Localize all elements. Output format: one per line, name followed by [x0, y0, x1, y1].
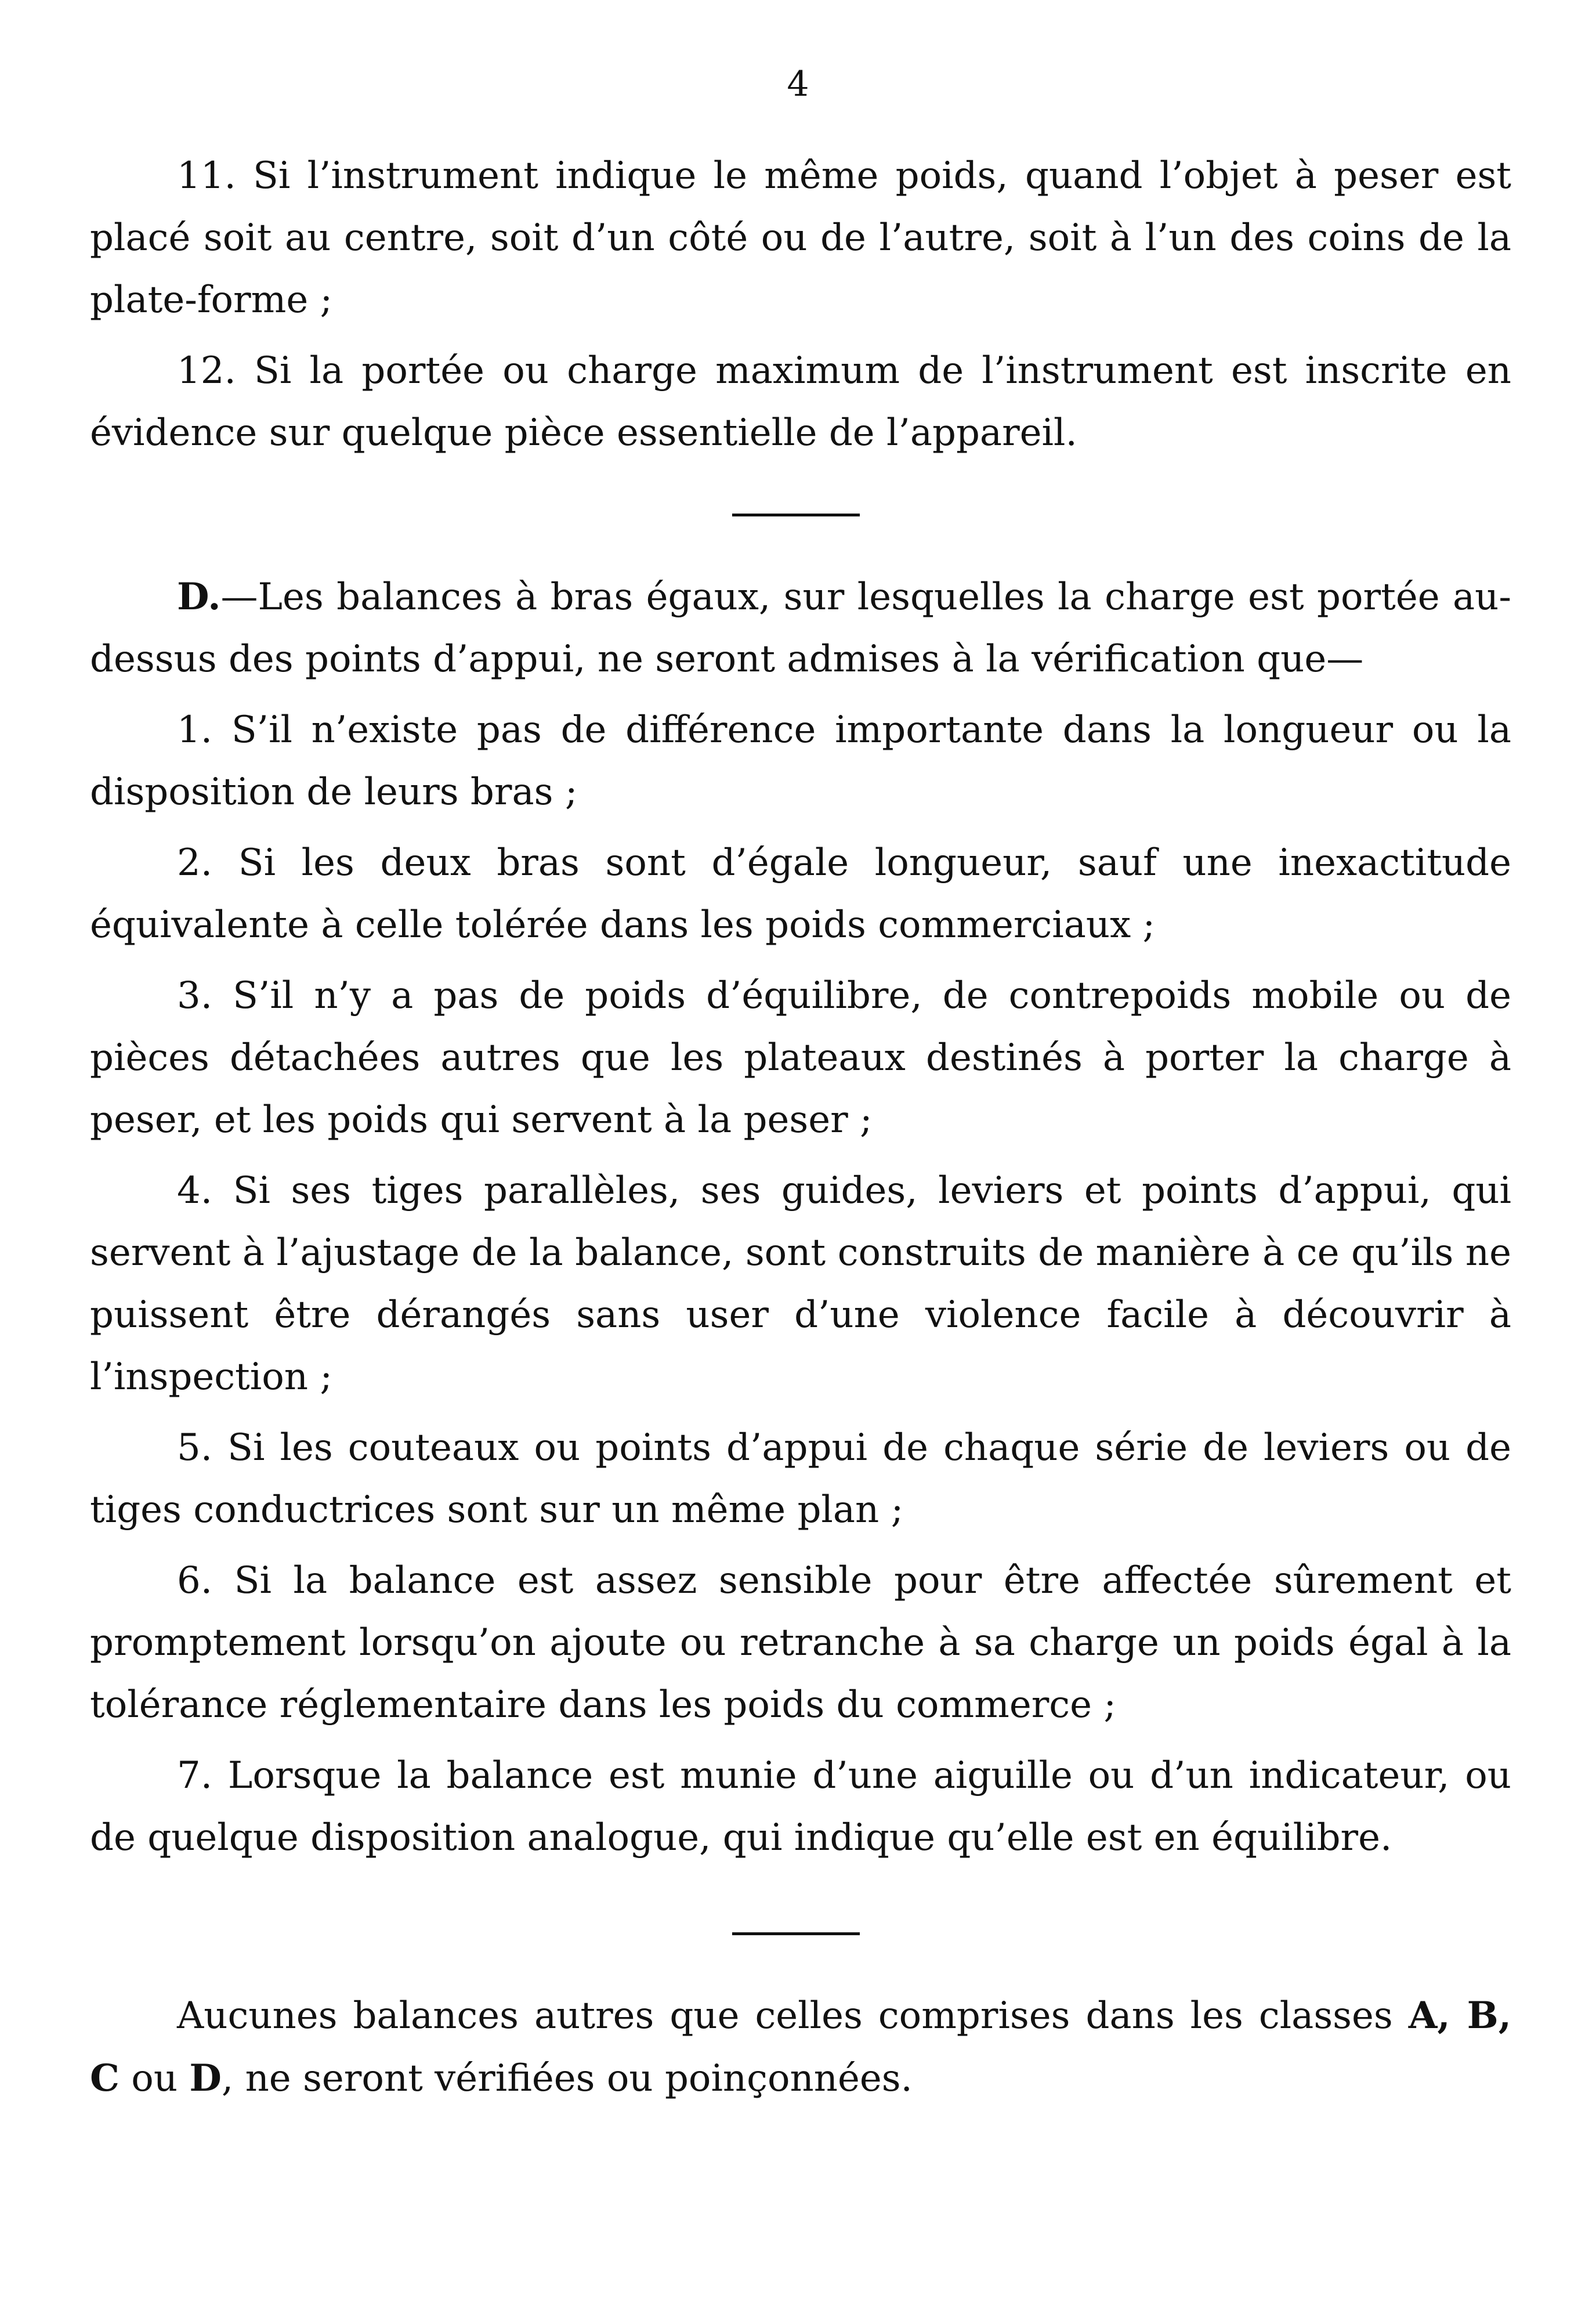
section-d	[90, 566, 1511, 1869]
section-divider	[732, 514, 860, 516]
separator: ,	[1498, 1994, 1512, 2037]
item-text: Lorsque la balance est munie d’une aiguille ou d’un indicateur, ou de quelque disposition analogue, qui indique qu’elle est en équilibre.	[90, 1754, 1512, 1859]
closing-text-2: ou	[119, 2057, 190, 2100]
class-c-label: C	[90, 2056, 120, 2100]
item-5	[90, 1417, 1511, 1541]
item-6	[90, 1550, 1511, 1736]
item-number: 3.	[177, 974, 213, 1017]
closing-paragraph	[90, 1985, 1511, 2110]
separator: ,	[1437, 1994, 1467, 2037]
item-text: Si les deux bras sont d’égale longueur, sauf une inexactitude équivalente à celle tolérée dans les poids commerciaux ;	[90, 841, 1512, 946]
item-text: Si la portée ou charge maximum de l’instrument est inscrite en évidence sur quelque pièce essentielle de l’appareil.	[90, 349, 1512, 454]
closing-text-1: Aucunes balances autres que celles comprises dans les classes	[177, 1994, 1409, 2037]
item-number: 7.	[177, 1754, 213, 1797]
item-text: Si l’instrument indique le même poids, quand l’objet à peser est placé soit au centre, soit d’un côté ou de l’autre, soit à l’un des coins de la plate-forme ;	[90, 154, 1512, 321]
item-3	[90, 965, 1511, 1151]
closing-section	[90, 1985, 1511, 2110]
item-11	[90, 145, 1511, 331]
item-12	[90, 340, 1511, 464]
item-4	[90, 1160, 1511, 1408]
item-number: 4.	[177, 1169, 213, 1212]
item-1	[90, 699, 1511, 823]
item-number: 12.	[177, 349, 236, 392]
item-text: S’il n’existe pas de différence importante dans la longueur ou la disposition de leurs bras ;	[90, 709, 1512, 814]
closing-text-3: , ne seront vérifiées ou poinçonnées.	[221, 2057, 913, 2100]
item-number: 6.	[177, 1559, 213, 1602]
item-number: 11.	[177, 154, 236, 197]
class-a-label: A	[1408, 1994, 1438, 2037]
section-d-intro	[90, 566, 1511, 691]
page-number: 4	[787, 64, 809, 104]
class-d-label: D	[189, 2056, 222, 2100]
section-intro-text: —Les balances à bras égaux, sur lesquelles la charge est portée au-dessus des points d’appui, ne seront admises à la vérification que—	[90, 576, 1511, 681]
item-number: 1.	[177, 709, 213, 751]
section-letter: D.	[177, 575, 221, 619]
item-number: 2.	[177, 841, 213, 884]
item-2	[90, 832, 1511, 956]
section-divider	[732, 1932, 860, 1935]
item-text: Si ses tiges parallèles, ses guides, leviers et points d’appui, qui servent à l’ajustage de la balance, sont construits de manière à ce qu’ils ne puissent être dérangés sans user d’une violence facile à découvrir à l’inspection ;	[90, 1169, 1512, 1398]
item-text: Si la balance est assez sensible pour être affectée sûrement et promptement lorsqu’on ajoute ou retranche à sa charge un poids égal à la tolérance réglementaire dans les poids du commerce ;	[90, 1559, 1512, 1726]
class-b-label: B	[1467, 1994, 1499, 2037]
section-c-continued	[90, 145, 1511, 464]
item-number: 5.	[177, 1426, 213, 1469]
item-text: S’il n’y a pas de poids d’équilibre, de contrepoids mobile ou de pièces détachées autres que les plateaux destinés à porter la charge à peser, et les poids qui servent à la peser ;	[90, 974, 1512, 1141]
item-7	[90, 1745, 1511, 1869]
item-text: Si les couteaux ou points d’appui de chaque série de leviers ou de tiges conductrices sont sur un même plan ;	[90, 1426, 1512, 1531]
